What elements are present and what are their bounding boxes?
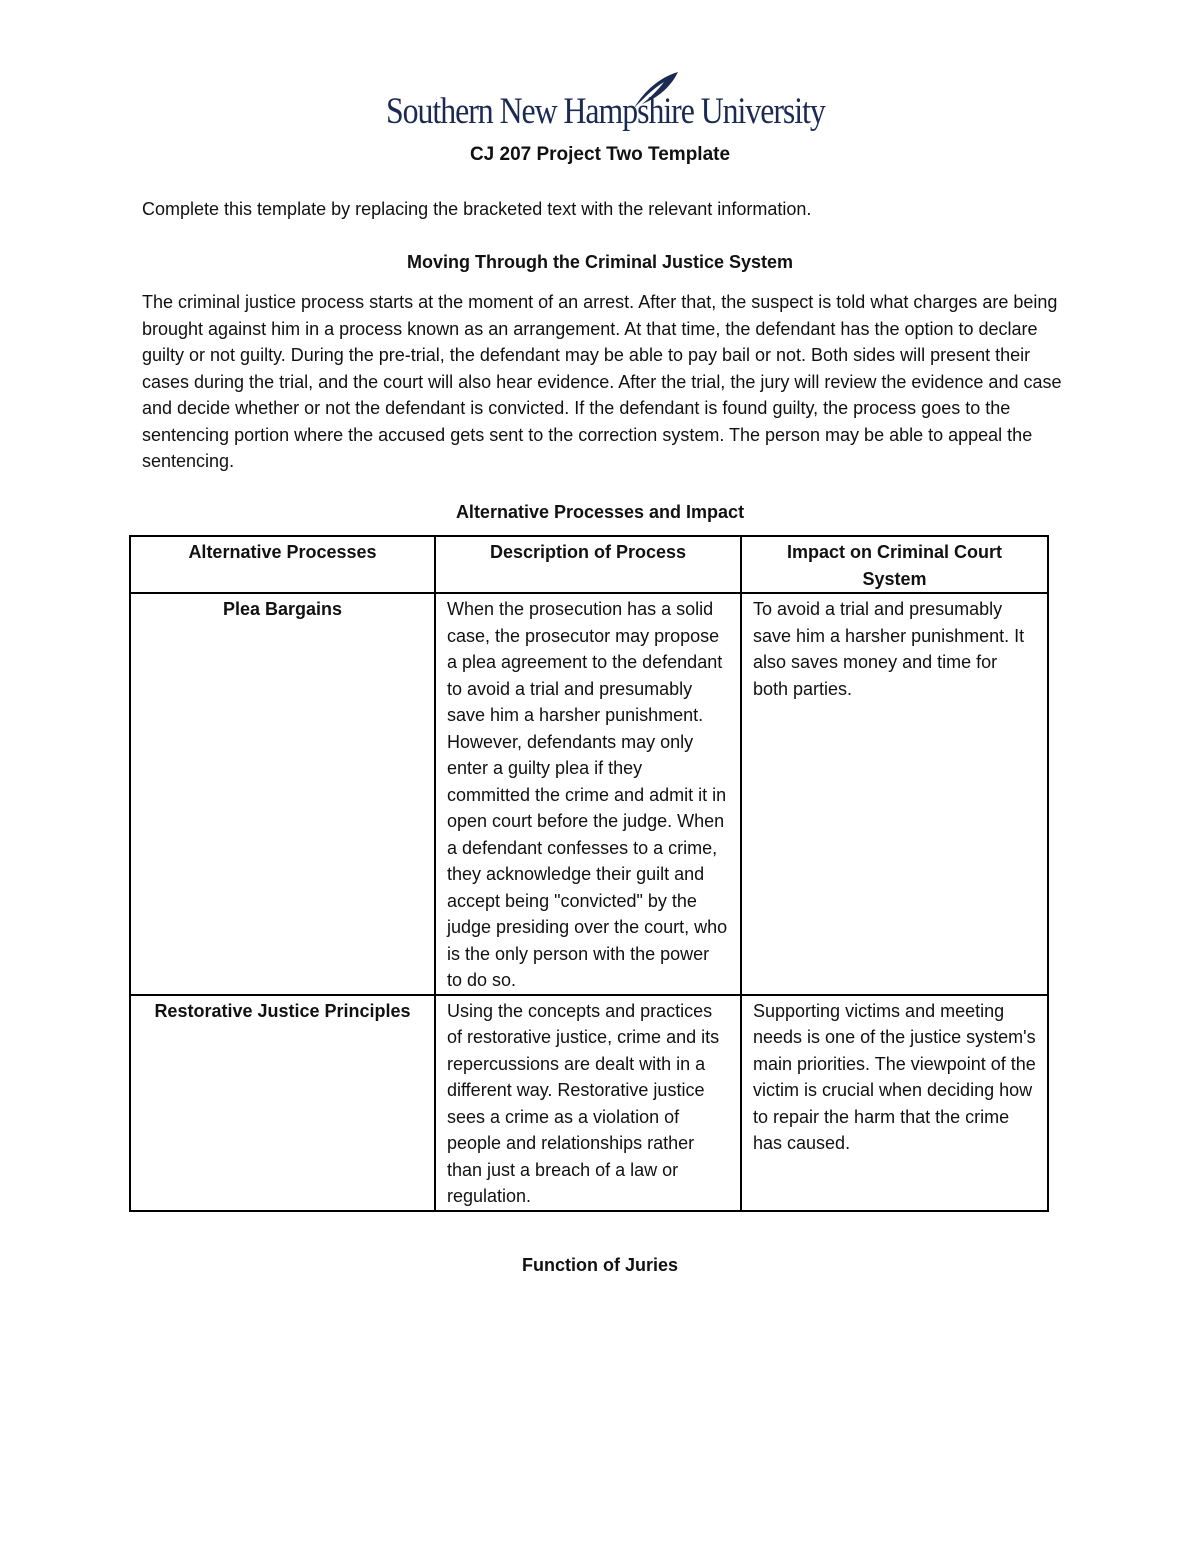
row-impact: To avoid a trial and presumably save him a harsher punishment. It also saves money and time for both parties. — [741, 593, 1048, 995]
header-impact-on-court-system: Impact on Criminal Court System — [741, 536, 1048, 593]
alternative-processes-table — [129, 535, 1049, 1212]
header-alternative-processes: Alternative Processes — [130, 536, 435, 593]
university-logo — [386, 70, 825, 136]
document-title: CJ 207 Project Two Template — [469, 144, 731, 165]
row-description: Using the concepts and practices of restorative justice, crime and its repercussions are dealt with in a different way. Restorative justice sees a crime as a violation of people and relationships rather than just a breach of a law or regulation. — [435, 995, 741, 1211]
template-instructions: Complete this template by replacing the bracketed text with the relevant information. — [142, 199, 812, 219]
table-header-row — [130, 536, 1048, 593]
row-process-name: Plea Bargains — [130, 593, 435, 995]
university-name: Southern New Hampshire University — [386, 91, 825, 132]
section-heading-juries: Function of Juries — [521, 1255, 678, 1275]
header-description-of-process: Description of Process — [435, 536, 741, 593]
section-heading-alternatives: Alternative Processes and Impact — [455, 502, 745, 522]
row-process-name: Restorative Justice Principles — [130, 995, 435, 1211]
row-impact: Supporting victims and meeting needs is one of the justice system's main priorities. The viewpoint of the victim is crucial when deciding how to repair the harm that the crime has caused. — [741, 995, 1048, 1211]
table-row — [130, 995, 1048, 1211]
criminal-justice-process-paragraph: The criminal justice process starts at the moment of an arrest. After that, the suspect is told what charges are being brought against him in a process known as an arrangement. At that time, the defendant has the option to declare guilty or not guilty. During the pre-trial, the defendant may be able to pay bail or not. Both sides will present their cases during the trial, and the court will also hear evidence. After the trial, the jury will review the evidence and case and decide whether or not the defendant is convicted. If the defendant is found guilty, the process goes to the sentencing portion where the accused gets sent to the correction system. The person may be able to appeal the sentencing. — [142, 292, 1062, 471]
table-row — [130, 593, 1048, 995]
row-description: When the prosecution has a solid case, the prosecutor may propose a plea agreement to the defendant to avoid a trial and presumably save him a harsher punishment. However, defendants may only enter a guilty plea if they committed the crime and admit it in open court before the judge. When a defendant confesses to a crime, they acknowledge their guilt and accept being "convicted" by the judge presiding over the court, who is the only person with the power to do so. — [435, 593, 741, 995]
section-heading-moving: Moving Through the Criminal Justice System — [406, 252, 794, 272]
